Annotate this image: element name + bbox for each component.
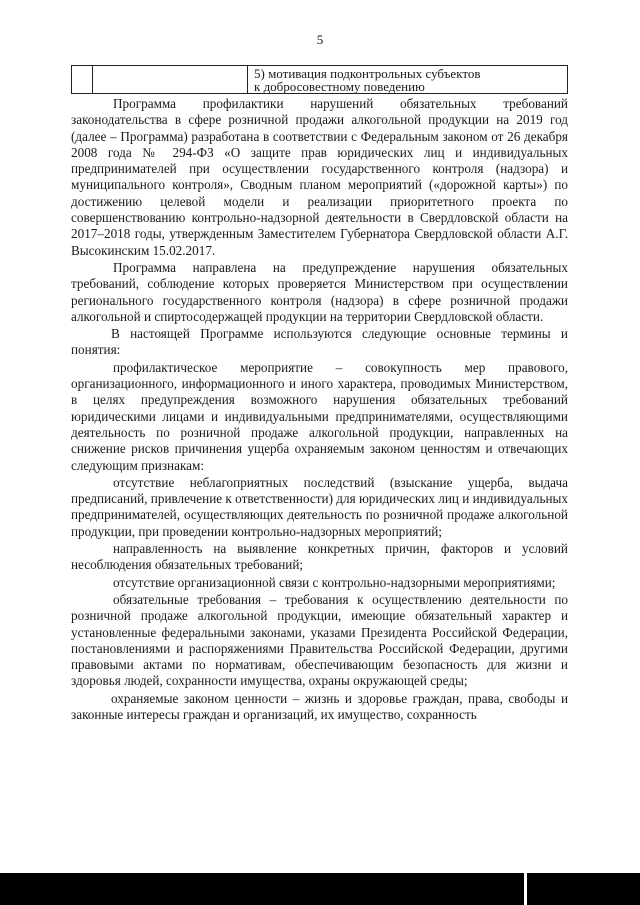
page-number: 5 — [316, 32, 324, 47]
paragraph-feature-focus: направленность на выявление конкретных причин, факторов и условий несоблюдения обязательных требований; — [71, 541, 568, 573]
paragraph-term-mandatory-requirements: обязательные требования – требования к осуществлению деятельности по розничной продаже алкогольной продукции, имеющие обязательный характер и установленные федеральными законами, указами Президента Российской Федерации, постановлениями и распоряжениями Правительства Российской Федерации, другими правовыми актами по нормативам, обеспечивающим безопасность для жизни и здоровья людей, сохранности имущества, охраны окружающей среды; — [71, 591, 568, 689]
paragraph-term-preventive-measure: профилактическое мероприятие – совокупность мер правового, организационного, информационного и иного характера, проводимых Министерством, в целях предупреждения возможного нарушения обязательных требований юридическими лицами и индивидуальными предпринимателями, осуществляющими деятельность по розничной продаже алкогольной продукции, направленных на снижение рисков причинения ущерба охраняемым законом ценностям и отвечающих следующим признакам: — [71, 359, 568, 473]
table-cell-number — [72, 66, 93, 94]
scan-bar-gap — [524, 873, 527, 905]
document-body — [71, 96, 568, 724]
scan-bottom-bar — [0, 873, 640, 905]
paragraph-feature-no-consequences: отсутствие неблагоприятных последствий (взыскание ущерба, выдача предписаний, привлечение к ответственности) для юридических лиц и индивидуальных предпринимателей, осуществляющих деятельность по розничной продаже алкогольной продукции, при проведении контрольно-надзорных мероприятий; — [71, 474, 568, 539]
table-cell-empty — [93, 66, 248, 94]
table-cell-line: к добросовестному поведению — [254, 79, 425, 94]
table-fragment — [71, 65, 568, 94]
paragraph-program-purpose: Программа направлена на предупреждение нарушения обязательных требований, соблюдение которых проверяется Министерством при осуществлении регионального государственного контроля (надзора) в сфере розничной продажи алкогольной и спиртосодержащей продукции на территории Свердловской области. — [71, 259, 568, 324]
table-cell-line: 5) мотивация подконтрольных субъектов — [254, 66, 481, 81]
table-cell-text — [248, 66, 568, 94]
paragraph-terms-intro: В настоящей Программе используются следующие основные термины и понятия: — [71, 326, 568, 358]
paragraph-feature-no-link: отсутствие организационной связи с контрольно-надзорными мероприятиями; — [113, 574, 556, 590]
paragraph-program-basis: Программа профилактики нарушений обязательных требований законодательства в сфере розничной продажи алкогольной продукции на 2019 год (далее – Программа) разработана в соответствии с Федеральным законом от 26 декабря 2008 года № 294-ФЗ «О защите прав юридических лиц и индивидуальных предпринимателей при осуществлении государственного контроля (надзора) и муниципального контроля», Сводным планом мероприятий («дорожной карты») по достижению целевой модели и реализации приоритетного проекта по совершенствованию контрольно-надзорной деятельности в Свердловской области на 2017–2018 годы, утвержденным Заместителем Губернатора Свердловской области А.Г. Высокинским 15.02.2017. — [71, 96, 568, 258]
paragraph-term-protected-values: охраняемые законом ценности – жизнь и здоровье граждан, права, свободы и законные интересы граждан и организаций, их имущество, сохранность — [71, 690, 568, 722]
